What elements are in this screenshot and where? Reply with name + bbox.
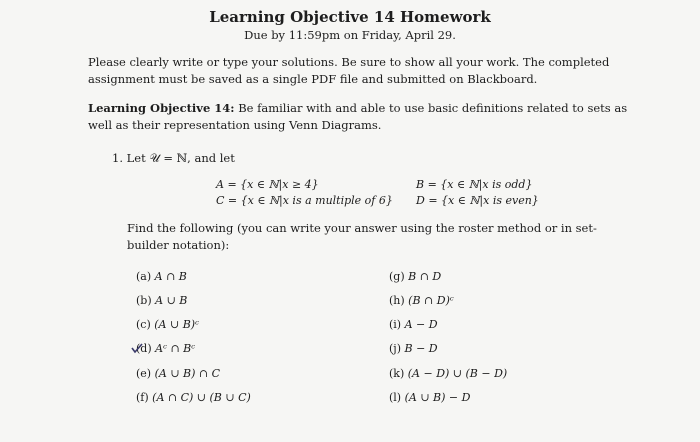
due-date: Due by 11:59pm on Friday, April 29.	[244, 28, 456, 42]
objective-paragraph	[88, 100, 648, 134]
objective-text: Be familiar with and able to use basic definitions related to sets as well as their representation using Venn Diagrams.	[88, 101, 628, 132]
set-d: D = {x ∈ ℕ|x is even}	[416, 194, 539, 207]
objective-label: Learning Objective 14:	[88, 101, 235, 115]
item-label: (h)	[389, 294, 405, 307]
item-expression: A ∩ B	[154, 270, 187, 283]
list-item	[389, 318, 438, 331]
find-instructions: Find the following (you can write your answer using the roster method or in set-builder notation):	[127, 221, 597, 252]
item-expression: (A − D) ∪ (B − D)	[407, 367, 508, 380]
item-label: (f)	[136, 391, 149, 404]
list-item	[389, 367, 507, 380]
list-item	[136, 342, 195, 355]
set-a: A = {x ∈ ℕ|x ≥ 4}	[216, 178, 319, 191]
instructions-paragraph: Please clearly write or type your solutions. Be sure to show all your work. The completed assignment must be saved as a single PDF file and submitted on Blackboard.	[88, 55, 610, 86]
pen-mark-icon	[131, 342, 143, 354]
list-item	[389, 270, 441, 283]
page-title: Learning Objective 14 Homework	[209, 8, 491, 26]
list-item	[136, 294, 187, 307]
list-item	[389, 391, 470, 404]
item-label: (a)	[136, 270, 152, 283]
item-expression: B − D	[404, 342, 438, 355]
list-item	[136, 391, 251, 404]
item-label: (d)	[136, 342, 152, 355]
item-expression: (A ∪ B) − D	[404, 391, 471, 404]
list-item	[389, 342, 438, 355]
list-item	[136, 318, 199, 331]
item-expression: B ∩ D	[408, 270, 442, 283]
item-expression: (A ∪ B) ∩ C	[154, 367, 221, 380]
item-expression: A ∪ B	[155, 294, 188, 307]
item-label: (i)	[389, 318, 402, 331]
item-expression: A − D	[404, 318, 438, 331]
item-expression: (A ∩ C) ∪ (B ∪ C)	[152, 391, 251, 404]
item-label: (k)	[389, 367, 405, 380]
list-item	[136, 367, 220, 380]
set-b: B = {x ∈ ℕ|x is odd}	[416, 178, 533, 191]
set-c: C = {x ∈ ℕ|x is a multiple of 6}	[216, 194, 393, 207]
list-item	[389, 294, 454, 307]
list-item	[136, 270, 187, 283]
item-expression: (A ∪ B)ᶜ	[154, 318, 199, 331]
item-expression: (B ∩ D)ᶜ	[408, 294, 454, 307]
item-label: (j)	[389, 342, 401, 355]
item-label: (c)	[136, 318, 151, 331]
question-intro: 1. Let 𝒰 = ℕ, and let	[112, 151, 235, 165]
item-label: (l)	[389, 391, 402, 404]
item-expression: Aᶜ ∩ Bᶜ	[155, 342, 196, 355]
item-label: (e)	[136, 367, 152, 380]
item-label: (b)	[136, 294, 152, 307]
item-label: (g)	[389, 270, 405, 283]
